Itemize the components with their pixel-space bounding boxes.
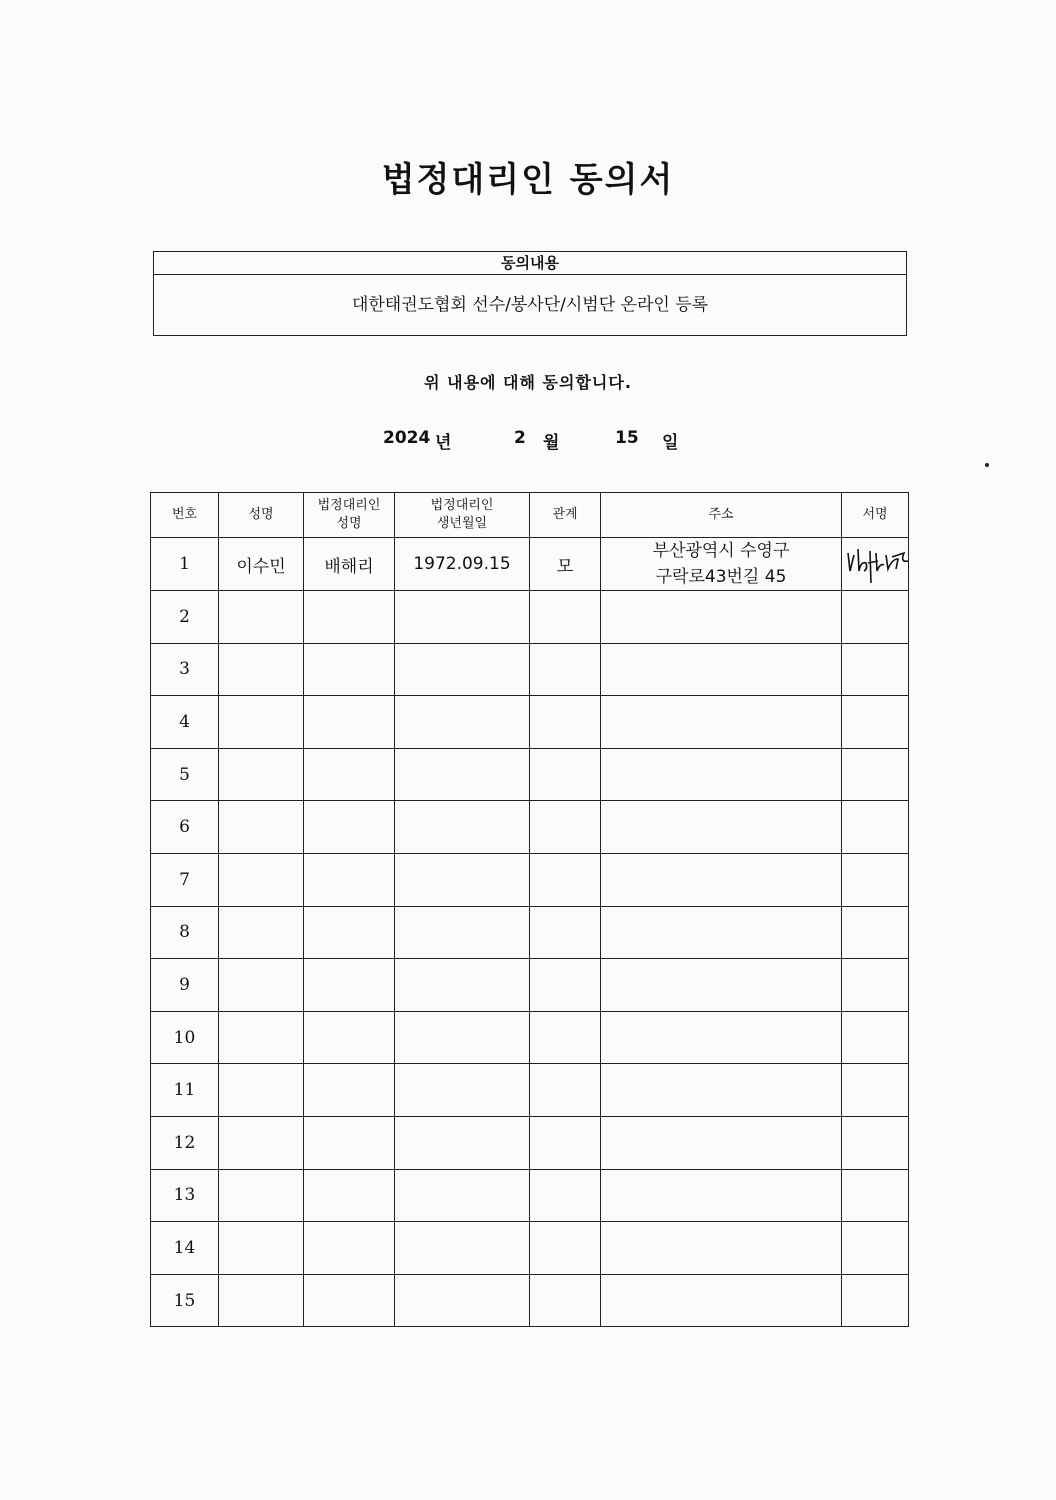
handwritten-signature xyxy=(842,541,912,587)
date-month-unit: 월 xyxy=(543,433,560,453)
row-no: 13 xyxy=(151,1169,219,1222)
table-row xyxy=(151,1116,909,1169)
row-no: 2 xyxy=(151,591,219,644)
table-row xyxy=(151,748,909,801)
row-signature xyxy=(842,538,909,591)
table-row xyxy=(151,1222,909,1275)
table-row xyxy=(151,1064,909,1117)
agree-statement: 위 내용에 대해 동의합니다. xyxy=(424,373,632,392)
row-address xyxy=(601,538,842,591)
date-day: 15 xyxy=(615,428,639,448)
header-relation: 관계 xyxy=(530,493,601,538)
row-no: 10 xyxy=(151,1011,219,1064)
header-guardian-birth-line1: 법정대리인 xyxy=(430,498,494,513)
row-address-line2: 구락로43번길 45 xyxy=(655,567,787,587)
row-no: 7 xyxy=(151,853,219,906)
header-guardian-birth xyxy=(395,493,530,538)
header-signature: 서명 xyxy=(842,493,909,538)
row-relation: 모 xyxy=(530,538,601,591)
row-name: 이수민 xyxy=(219,538,304,591)
table-row xyxy=(151,906,909,959)
table-row xyxy=(151,643,909,696)
row-guardian-birth: 1972.09.15 xyxy=(395,538,530,591)
header-guardian-name-line1: 법정대리인 xyxy=(317,498,381,513)
document-title: 법정대리인 동의서 xyxy=(381,160,675,200)
consent-box xyxy=(153,251,907,336)
table-row xyxy=(151,538,909,591)
table-row xyxy=(151,1011,909,1064)
row-no: 5 xyxy=(151,748,219,801)
table-row xyxy=(151,801,909,854)
row-address-line1: 부산광역시 수영구 xyxy=(652,541,790,561)
table-row xyxy=(151,591,909,644)
header-address: 주소 xyxy=(601,493,842,538)
consent-body: 대한태권도협회 선수/봉사단/시범단 온라인 등록 xyxy=(351,295,709,315)
row-no: 11 xyxy=(151,1064,219,1117)
row-no: 9 xyxy=(151,959,219,1012)
header-guardian-name xyxy=(304,493,395,538)
row-no: 14 xyxy=(151,1222,219,1275)
table-row xyxy=(151,853,909,906)
table-row xyxy=(151,959,909,1012)
table-row xyxy=(151,696,909,749)
header-name: 성명 xyxy=(219,493,304,538)
row-no: 6 xyxy=(151,801,219,854)
table-row xyxy=(151,1274,909,1327)
row-no: 4 xyxy=(151,696,219,749)
date-year-unit: 년 xyxy=(435,433,452,453)
table-row xyxy=(151,1169,909,1222)
table-header-row xyxy=(151,493,909,538)
row-no: 8 xyxy=(151,906,219,959)
row-guardian-name: 배해리 xyxy=(304,538,395,591)
date-month: 2 xyxy=(514,428,526,448)
consent-header: 동의내용 xyxy=(154,252,906,275)
row-no: 1 xyxy=(151,538,219,591)
guardian-table xyxy=(150,492,909,1327)
date-year: 2024 xyxy=(383,428,431,448)
date-day-unit: 일 xyxy=(662,433,679,453)
row-no: 12 xyxy=(151,1116,219,1169)
header-guardian-birth-line2: 생년월일 xyxy=(436,516,488,531)
row-no: 15 xyxy=(151,1274,219,1327)
row-no: 3 xyxy=(151,643,219,696)
header-guardian-name-line2: 성명 xyxy=(336,516,362,531)
speck-mark xyxy=(985,463,989,467)
header-no: 번호 xyxy=(151,493,219,538)
